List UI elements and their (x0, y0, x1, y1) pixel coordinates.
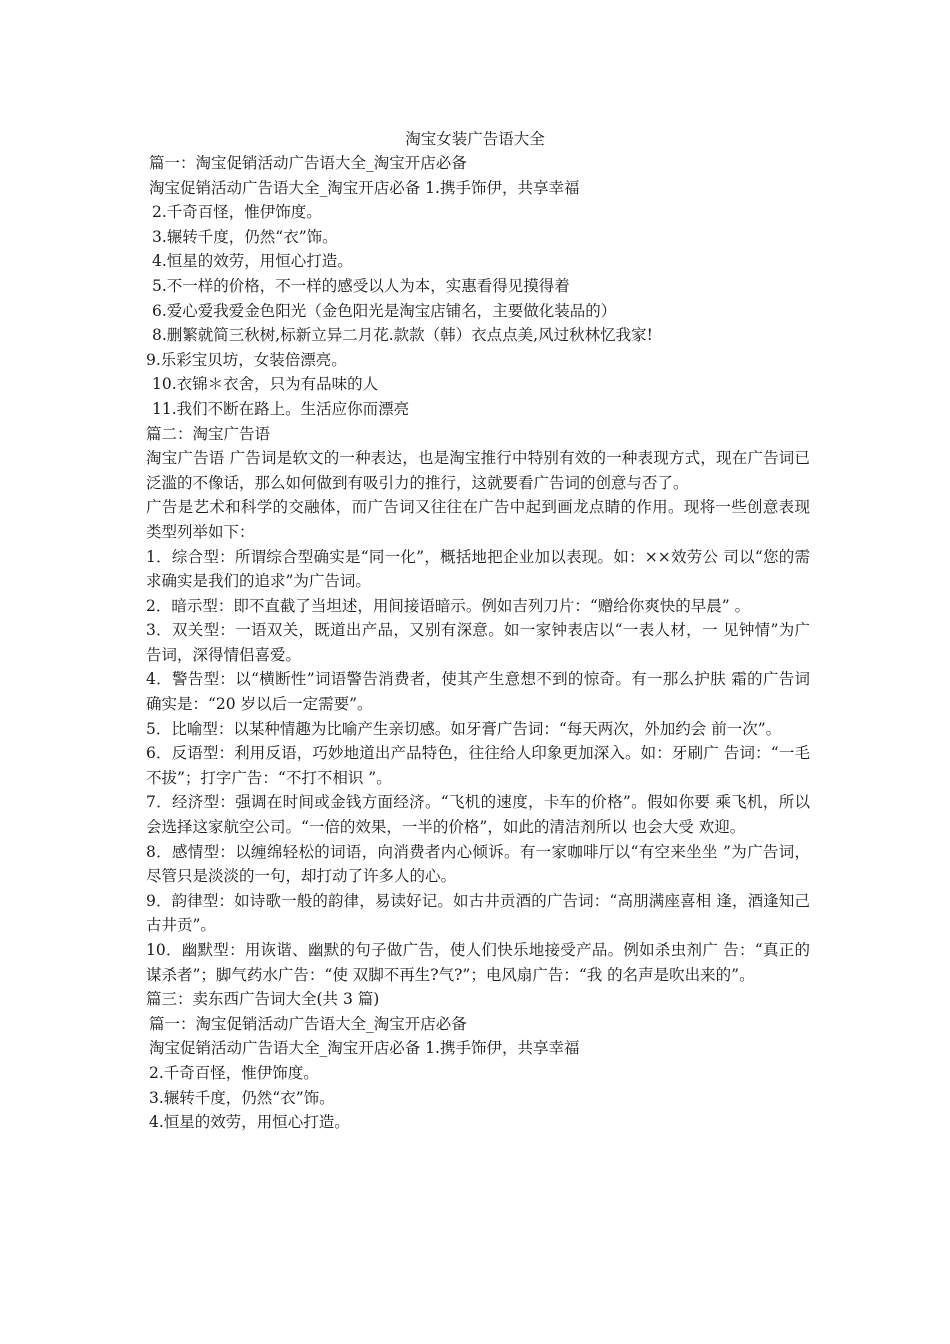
text-line: 淘宝促销活动广告语大全_淘宝开店必备 1.携手饰伊，共享幸福 (149, 1039, 580, 1058)
text-line: 4.恒星的效劳，用恒心打造。 (149, 1113, 350, 1132)
section-two-paragraphs (146, 446, 810, 987)
text-line: 3.辗转千度，仍然“衣”饰。 (149, 1088, 335, 1107)
paragraph: 7．经济型：强调在时间或金钱方面经济。“飞机的速度，卡车的价格”。假如你要 乘飞机，所以会选择这家航空公司。“一倍的效果，一半的价格”，如此的清洁剂所以 也会大受 欢迎。 (146, 793, 810, 837)
section-one-lines (146, 151, 810, 446)
text-line: 5.不一样的价格，不一样的感受以人为本，实惠看得见摸得着 (152, 276, 570, 295)
section-heading: 篇三：卖东西广告词大全(共 3 篇) (146, 990, 380, 1009)
text-line: 11.我们不断在路上。生活应你而漂亮 (152, 399, 410, 418)
paragraph: 广告是艺术和科学的交融体，而广告词又往往在广告中起到画龙点睛的作用。现将一些创意表现类型列举如下： (146, 498, 810, 541)
paragraph: 8．感情型：以缠绵轻松的词语，向消费者内心倾诉。有一家咖啡厅以“有空来坐坐 ”为广告词，尽管只是淡淡的一句，却打动了许多人的心。 (146, 842, 810, 886)
paragraph: 2．暗示型：即不直截了当坦述，用间接语暗示。例如吉列刀片：“赠给你爽快的早晨” 。 (146, 596, 751, 615)
text-line: 2.千奇百怪，惟伊饰度。 (152, 203, 322, 222)
paragraph: 3．双关型：一语双关，既道出产品，又别有深意。如一家钟表店以“一表人材，一 见钟情”为广告词，深得情侣喜爱。 (146, 621, 810, 664)
paragraph: 1．综合型：所谓综合型确实是“同一化”，概括地把企业加以表现。如：××效劳公 司以“您的需求确实是我们的追求”为广告词。 (146, 547, 810, 591)
text-line: 篇一：淘宝促销活动广告语大全_淘宝开店必备 (149, 1014, 467, 1033)
paragraph: 淘宝广告语 广告词是软文的一种表达，也是淘宝推行中特别有效的一种表现方式，现在广告词已泛滥的不像话，那么如何做到有吸引力的推行，这就要看广告词的创意与否了。 (146, 449, 810, 492)
paragraph: 4．警告型：以“横断性”词语警告消费者，使其产生意想不到的惊奇。有一那么护肤 霜的广告词确实是：“20 岁以后一定需要”。 (146, 670, 810, 714)
document-body (146, 151, 810, 1135)
section-three (146, 987, 810, 1135)
paragraph: 9．韵律型：如诗歌一般的韵律，易读好记。如古井贡酒的广告词：“高朋满座喜相 逢，酒逢知己古井贡”。 (146, 891, 810, 935)
text-line: 9.乐彩宝贝坊，女装倍漂亮。 (146, 350, 347, 369)
text-line: 10.衣锦＊衣舍，只为有品味的人 (152, 375, 379, 394)
text-line: 4.恒星的效劳，用恒心打造。 (152, 252, 353, 271)
text-line: 8.删繁就简三秋树,标新立异二月花.款款（韩）衣点点美,风过秋林忆我家! (152, 326, 653, 345)
section-heading: 篇二：淘宝广告语 (146, 424, 271, 443)
text-line: 篇一：淘宝促销活动广告语大全_淘宝开店必备 (149, 154, 467, 172)
text-line: 3.辗转千度，仍然“衣”饰。 (152, 227, 338, 246)
document-title: 淘宝女装广告语大全 (405, 130, 545, 148)
text-line: 淘宝促销活动广告语大全_淘宝开店必备 1.携手饰伊，共享幸福 (149, 178, 580, 197)
paragraph: 5．比喻型：以某种情趣为比喻产生亲切感。如牙膏广告词：“每天两次，外加约会 前一次”。 (146, 719, 782, 738)
paragraph: 10．幽默型：用诙谐、幽默的句子做广告，使人们快乐地接受产品。例如杀虫剂广 告：“真正的谋杀者”；脚气药水广告：“使 双脚不再生?气?”；电风扇广告：“我 的名声是吹出来的”。 (146, 941, 810, 984)
text-line: 2.千奇百怪，惟伊饰度。 (149, 1063, 319, 1082)
paragraph: 6．反语型：利用反语，巧妙地道出产品特色，往往给人印象更加深入。如：牙刷广 告词：“一毛不拔”；打字广告：“不打不相识 ”。 (146, 744, 810, 787)
text-line: 6.爱心爱我爱金色阳光（金色阳光是淘宝店铺名，主要做化装品的） (152, 301, 617, 320)
